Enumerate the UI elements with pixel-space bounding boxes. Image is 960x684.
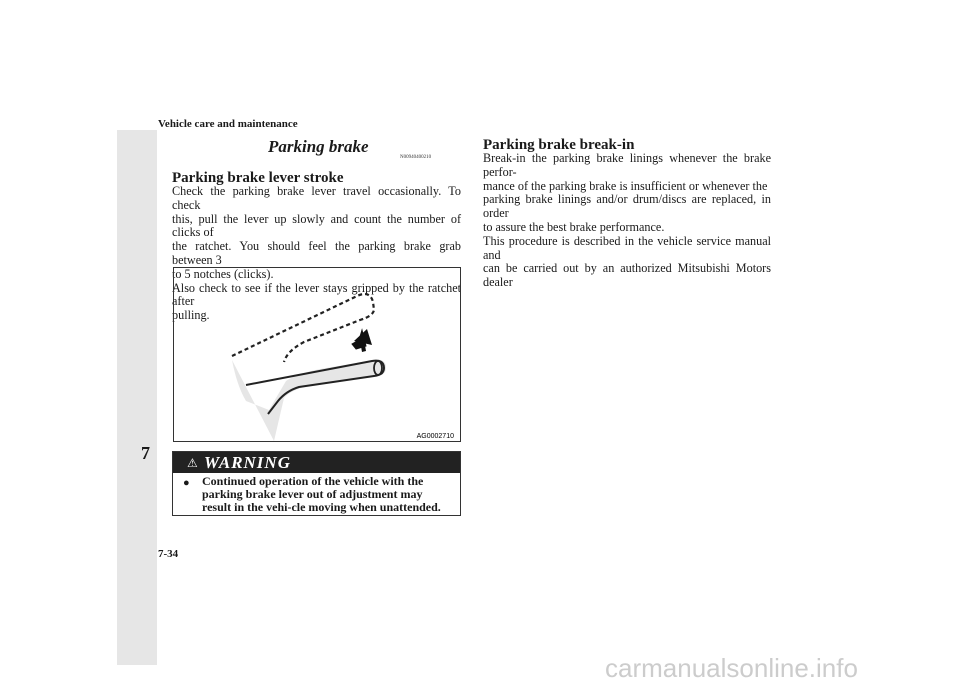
warning-text: Continued operation of the vehicle with the parking brake lever out of adjustment may result in the vehi-cle moving when unattended. [202, 474, 441, 514]
figure-code: AG0002710 [416, 433, 454, 440]
parking-brake-lever-illustration [174, 268, 460, 441]
text-line: Check the parking brake lever travel occasionally. To check [172, 184, 461, 212]
text-line: to assure the best brake performance. [483, 219, 665, 234]
text-line: This procedure is described in the vehicle service manual and [483, 233, 771, 262]
running-head: Vehicle care and maintenance [158, 118, 298, 130]
text-line: mance of the parking brake is insufficient or whenever the [483, 178, 768, 193]
warning-triangle-icon: ⚠ [187, 456, 198, 470]
text-line: Break-in the parking brake linings whenever the brake perfor- [483, 151, 771, 179]
text-line: the ratchet. You should feel the parking brake grab between 3 [172, 239, 461, 267]
text-line: parking brake linings and/or drum/discs are replaced, in order [483, 192, 771, 221]
section-code: N00940400210 [400, 155, 432, 160]
parking-brake-figure [173, 267, 461, 442]
text-line: Also check to see if the lever stays gripped by the ratchet after [172, 280, 461, 309]
text-line: this, pull the lever up slowly and count the number of clicks of [172, 211, 461, 240]
breakin-body [483, 152, 771, 290]
warning-box [172, 451, 461, 516]
page-number: 7-34 [158, 548, 179, 560]
chapter-number: 7 [141, 443, 150, 463]
text-line: can be carried out by an authorized Mitsubishi Motors dealer [483, 261, 771, 290]
text-line: pulling. [172, 308, 210, 323]
chapter-tab [117, 130, 157, 665]
warning-title: WARNING [204, 453, 291, 472]
section-title: Parking brake [268, 137, 369, 156]
stroke-heading: Parking brake lever stroke [172, 170, 344, 186]
breakin-heading: Parking brake break-in [483, 137, 635, 153]
warning-header [173, 452, 460, 473]
watermark: carmanualsonline.info [605, 653, 858, 683]
bullet-icon: ● [183, 477, 190, 489]
text-line: to 5 notches (clicks). [172, 266, 274, 281]
